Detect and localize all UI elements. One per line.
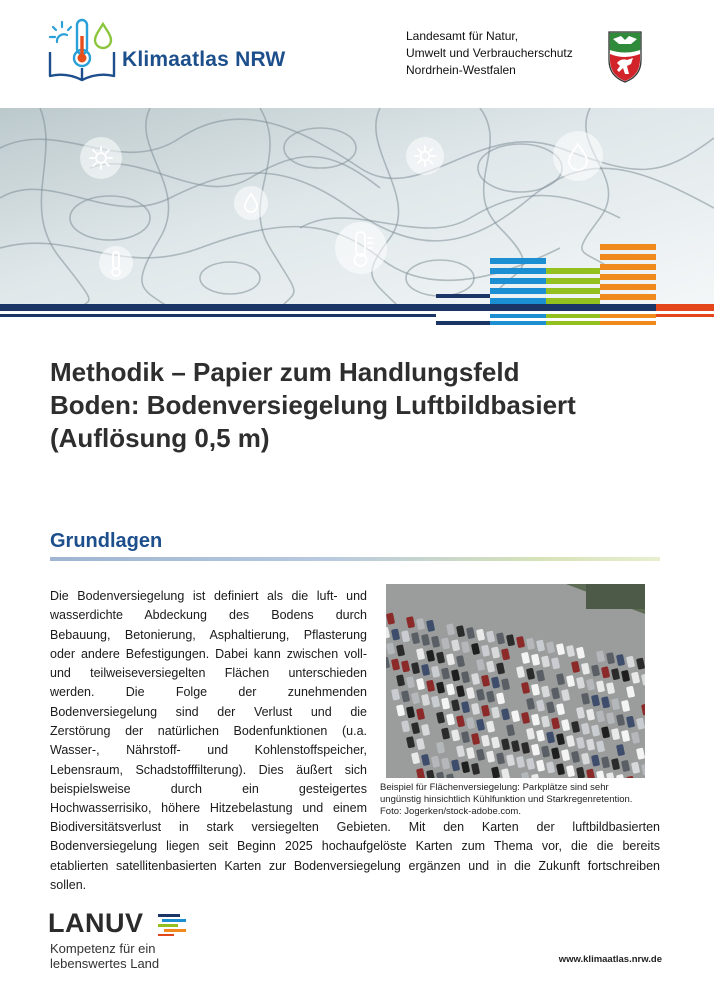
- body-paragraph-full: [50, 818, 660, 895]
- heading-underline: [50, 557, 660, 561]
- body-line: sollen.: [50, 877, 87, 892]
- klimaatlas-logo[interactable]: [48, 18, 308, 84]
- header-banner: [0, 108, 714, 330]
- body-line: oder andere Befestigungen. Dabei kann zwischen voll-: [50, 646, 367, 661]
- body-paragraph-wrapped: [50, 587, 367, 819]
- caption-line: ungünstig hinsichtlich Kühlfunktion und Starkregenretention.: [380, 794, 633, 805]
- title-line: (Auflösung 0,5 m): [50, 423, 270, 453]
- nrw-crest-icon: [607, 30, 643, 84]
- climate-stripes: [490, 258, 546, 325]
- photo-caption: [380, 782, 680, 818]
- caption-line: Beispiel für Flächenversiegelung: Parkplätze sind sehr: [380, 782, 609, 793]
- thermometer-icon: [74, 20, 90, 66]
- caption-line: Foto: Jogerken/stock-adobe.com.: [380, 806, 521, 817]
- body-line: Bodenversiegelung liegen seit Beginn 2025 hochaufgelöste Karten zum Thema vor, die die bereits: [50, 839, 660, 854]
- body-line: etablierten satellitenbasierten Karten zur Bodenversiegelung ergänzen und in die Zukunft fortschreiben: [50, 858, 660, 873]
- lanuv-tagline: [50, 941, 159, 971]
- lanuv-wordmark: LANUV: [48, 908, 144, 938]
- body-line: Die Bodenversiegelung ist definiert als die luft- und: [50, 589, 367, 603]
- body-line: Lebensraum, Schadstofffilterung). Dies äußert sich: [50, 762, 367, 777]
- agency-line: Nordrhein-Westfalen: [406, 63, 516, 77]
- parking-lot-photo: [386, 584, 645, 778]
- agency-line: Landesamt für Natur,: [406, 29, 519, 43]
- parking-lot-image: [386, 584, 645, 778]
- banner-graphic: [0, 108, 714, 330]
- title-line: Boden: Bodenversiegelung Luftbildbasiert: [50, 390, 576, 420]
- section-heading: Grundlagen: [50, 530, 163, 552]
- body-line: Zerstörung der natürlichen Bodenfunktionen (u.a.: [50, 724, 367, 739]
- brand-name: Klimaatlas NRW: [122, 48, 286, 71]
- body-line: Bodenversiegelung sind der Verlust und die: [50, 704, 367, 719]
- body-line: Wasser-, Nährstoff- und Kohlenstoffspeicher,: [50, 743, 367, 758]
- tagline-line: Kompetenz für ein: [50, 941, 156, 956]
- body-line: wasserdichte Abdeckung des Bodens durch: [50, 608, 367, 623]
- body-line: Bebauung, Betonierung, Asphaltierung, Pflasterung: [50, 627, 367, 642]
- body-line: und teilweiseversiegelten Flächen unterschieden: [50, 666, 367, 681]
- title-line: Methodik – Papier zum Handlungsfeld: [50, 357, 520, 387]
- agency-name: [406, 28, 573, 79]
- website-link[interactable]: www.klimaatlas.nrw.de: [558, 954, 662, 965]
- page-title: [50, 356, 670, 455]
- body-line: beispielsweise durch ein gesteigertes: [50, 781, 367, 796]
- agency-line: Umwelt und Verbraucherschutz: [406, 46, 573, 60]
- body-line: werden. Die Folge der zunehmenden: [50, 685, 367, 700]
- klimaatlas-logo-icon: [48, 18, 116, 84]
- lanuv-logo[interactable]: [48, 908, 198, 972]
- lanuv-stripes-icon: [158, 912, 188, 936]
- body-line: Biodiversitätsverlust in stark versiegelten Gebieten. Mit den Karten der luftbildbasierten: [50, 820, 660, 834]
- body-line: Hochwasserrisiko, höhere Hitzebelastung und einem: [50, 801, 367, 816]
- page-header: [0, 0, 714, 108]
- water-drop-icon: [95, 24, 111, 48]
- tagline-line: lebenswertes Land: [50, 956, 160, 971]
